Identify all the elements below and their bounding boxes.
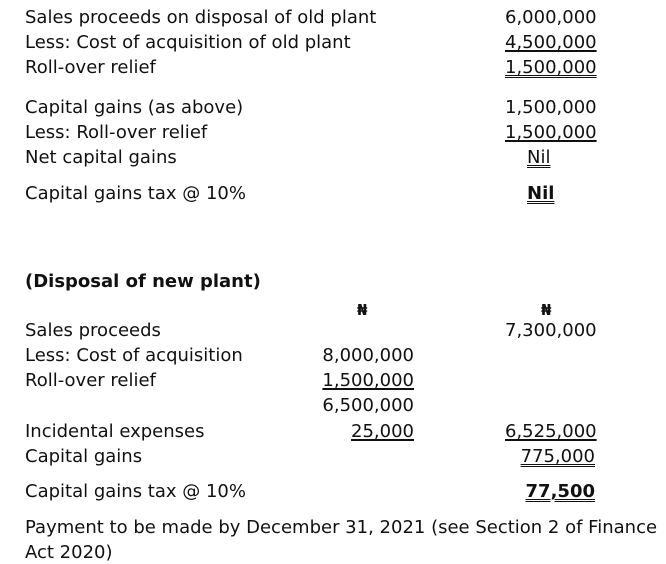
row-label-incidental-expenses: Incidental expenses — [25, 421, 205, 442]
tax-label-old: Capital gains tax @ 10% — [25, 183, 246, 204]
row-value-sales-proceeds: 7,300,000 — [505, 320, 597, 341]
row-label-less-rollover: Less: Roll-over relief — [25, 122, 208, 143]
row-value-incidental-expenses: 25,000 — [351, 421, 414, 442]
currency-header-col2: ₦ — [357, 301, 368, 319]
tax-label-new: Capital gains tax @ 10% — [25, 481, 246, 502]
row-label-sales-proceeds-old: Sales proceeds on disposal of old plant — [25, 7, 377, 28]
row-value-net-capital-gains: Nil — [527, 147, 551, 168]
row-value-capital-gains-new: 775,000 — [520, 446, 595, 467]
payment-note-line2: Act 2020) — [25, 542, 113, 563]
tax-value-new: 77,500 — [525, 481, 595, 502]
row-label-cost-acquisition: Less: Cost of acquisition — [25, 345, 243, 366]
row-label-rollover-new: Roll-over relief — [25, 370, 156, 391]
row-value-subtotal: 6,500,000 — [322, 395, 414, 416]
row-value-sales-proceeds-old: 6,000,000 — [505, 7, 597, 28]
row-value-cost-old: 4,500,000 — [505, 32, 597, 53]
currency-header-col3: ₦ — [541, 301, 552, 319]
row-value-less-rollover: 1,500,000 — [505, 122, 597, 143]
row-value-cost-acquisition: 8,000,000 — [322, 345, 414, 366]
row-value-rollover-new: 1,500,000 — [322, 370, 414, 391]
row-label-cost-old: Less: Cost of acquisition of old plant — [25, 32, 351, 53]
row-label-rollover-relief: Roll-over relief — [25, 57, 156, 78]
row-label-net-capital-gains: Net capital gains — [25, 147, 177, 168]
row-label-capital-gains-new: Capital gains — [25, 446, 143, 467]
row-label-capital-gains: Capital gains (as above) — [25, 97, 244, 118]
tax-value-old: Nil — [527, 183, 555, 204]
row-value-incidental-total: 6,525,000 — [505, 421, 597, 442]
section-heading-new-plant: (Disposal of new plant) — [25, 271, 261, 292]
row-value-capital-gains: 1,500,000 — [505, 97, 597, 118]
payment-note-line1: Payment to be made by December 31, 2021 (see Section 2 of Finance — [25, 517, 658, 538]
row-label-sales-proceeds: Sales proceeds — [25, 320, 161, 341]
row-value-rollover-relief: 1,500,000 — [505, 57, 597, 78]
